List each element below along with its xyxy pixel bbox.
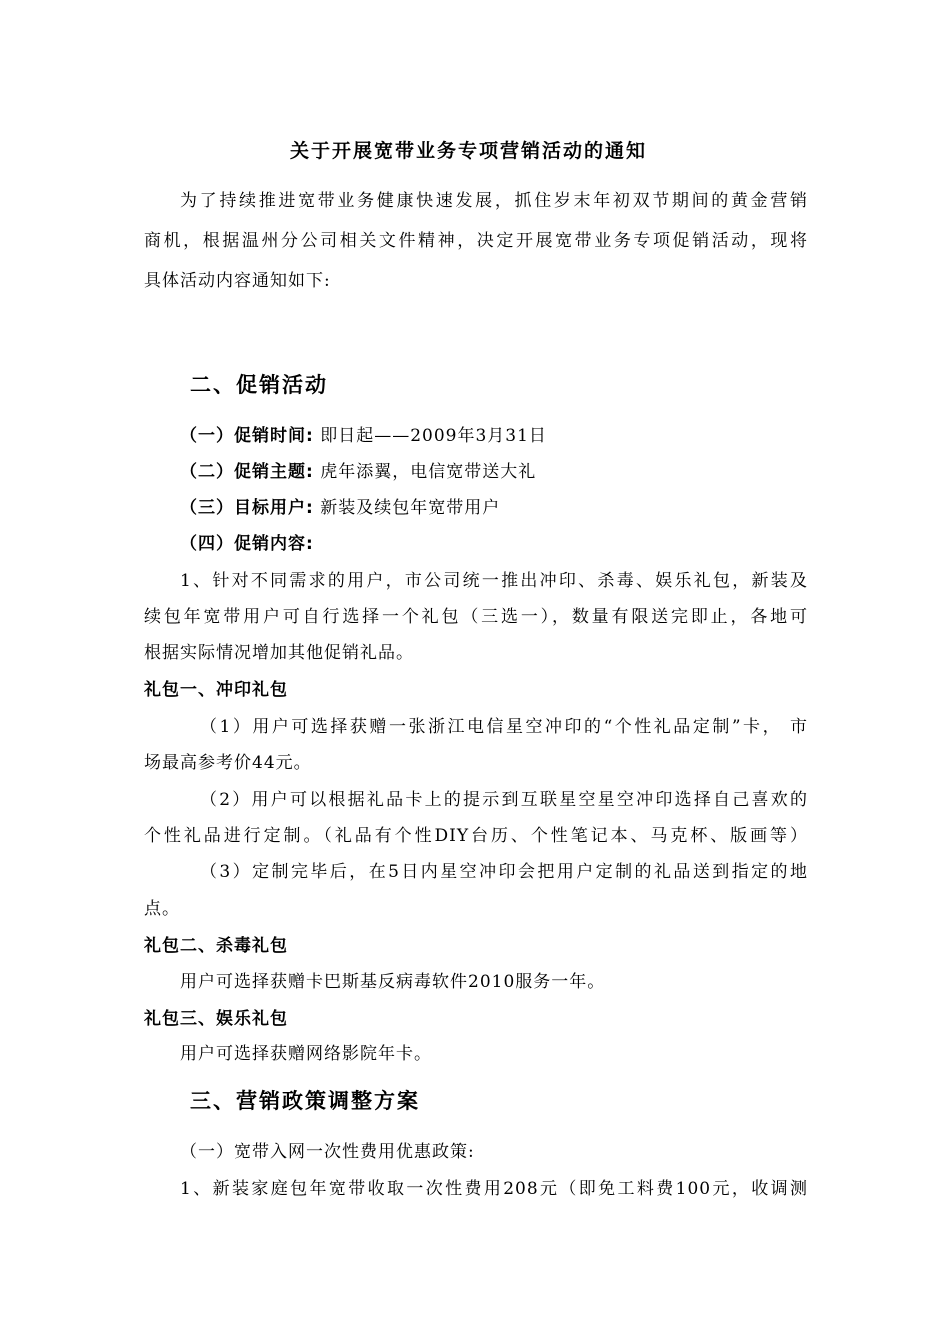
target-users-label: （三）目标用户: [180, 498, 314, 518]
content-line-2: 续包年宽带用户可自行选择一个礼包（三选一），数量有限送完即止，各地可 [144, 607, 808, 627]
content-line-1: 1、针对不同需求的用户，市公司统一推出冲印、杀毒、娱乐礼包，新装及 [180, 571, 808, 591]
pack3-heading: 礼包三、娱乐礼包 [144, 1009, 288, 1029]
pack1-line-2: 场最高参考价44元。 [144, 753, 312, 773]
section2-heading: 二、促销活动 [190, 373, 328, 397]
content-line-3: 根据实际情况增加其他促销礼品。 [144, 643, 414, 663]
promo-time-row [180, 425, 547, 447]
pack2-heading: 礼包二、杀毒礼包 [144, 936, 288, 956]
promo-content-row [180, 533, 314, 555]
target-users-row [180, 497, 500, 519]
pack1-line-3: （2）用户可以根据礼品卡上的提示到互联星空星空冲印选择自己喜欢的 [200, 790, 808, 810]
pack3-line: 用户可选择获赠网络影院年卡。 [180, 1044, 432, 1064]
pack1-line-5: （3）定制完毕后，在5日内星空冲印会把用户定制的礼品送到指定的地 [200, 862, 808, 882]
promo-theme-value: 虎年添翼，电信宽带送大礼 [320, 462, 537, 482]
section3-heading: 三、营销政策调整方案 [190, 1089, 420, 1113]
intro-line-1: 为了持续推进宽带业务健康快速发展，抓住岁末年初双节期间的黄金营销 [180, 191, 808, 211]
target-users-value: 新装及续包年宽带用户 [320, 498, 501, 518]
pack1-heading: 礼包一、冲印礼包 [144, 680, 288, 700]
promo-time-label: （一）促销时间: [180, 426, 314, 446]
pack1-line-1: （1）用户可选择获赠一张浙江电信星空冲印的“个性礼品定制”卡， 市 [200, 717, 808, 737]
intro-line-2: 商机，根据温州分公司相关文件精神，决定开展宽带业务专项促销活动，现将 [144, 231, 808, 251]
section3-sub1: （一）宽带入网一次性费用优惠政策: [180, 1142, 475, 1162]
section3-line1: 1、新装家庭包年宽带收取一次性费用208元（即免工料费100元，收调测 [180, 1179, 808, 1199]
pack1-line-4: 个性礼品进行定制。（礼品有个性DIY台历、个性笔记本、马克杯、版画等） [144, 826, 808, 846]
promo-theme-row [180, 461, 536, 483]
pack1-line-6: 点。 [144, 899, 180, 919]
pack2-line: 用户可选择获赠卡巴斯基反病毒软件2010服务一年。 [180, 972, 606, 992]
document-title: 关于开展宽带业务专项营销活动的通知 [290, 140, 648, 162]
promo-time-value: 即日起——2009年3月31日 [320, 426, 547, 446]
promo-content-label: （四）促销内容: [180, 534, 314, 554]
promo-theme-label: （二）促销主题: [180, 462, 314, 482]
intro-line-3: 具体活动内容通知如下: [144, 271, 331, 291]
